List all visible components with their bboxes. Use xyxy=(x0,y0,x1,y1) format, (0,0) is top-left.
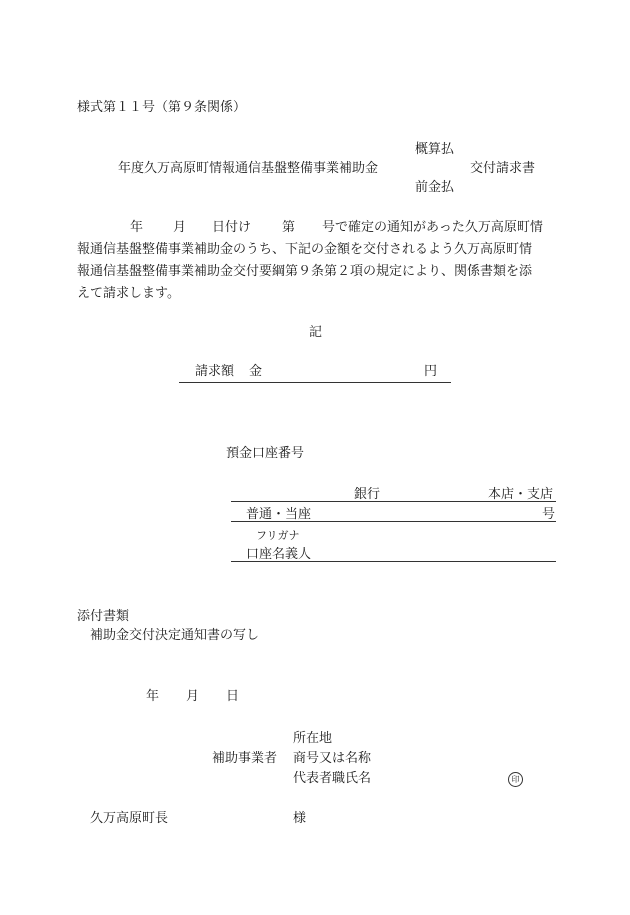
claim-yen: 円 xyxy=(424,364,438,379)
account-number-label: 号 xyxy=(542,507,556,522)
account-type: 普通・当座 xyxy=(246,507,312,522)
date-year: 年 xyxy=(146,689,160,704)
title-suffix: 交付請求書 xyxy=(470,161,536,176)
claim-kin: 金 xyxy=(249,364,263,379)
addressee-honorific: 様 xyxy=(293,811,307,826)
date-month: 月 xyxy=(186,689,200,704)
para-year: 年 xyxy=(130,220,144,235)
title-main: 年度久万高原町情報通信基盤整備事業補助金 xyxy=(118,161,379,176)
bank-underline xyxy=(231,501,556,502)
claim-label: 請求額 xyxy=(195,364,235,379)
branch-label: 本店・支店 xyxy=(488,487,554,502)
furigana-label: フリガナ xyxy=(256,529,300,542)
bank-label: 銀行 xyxy=(354,487,381,502)
para-rest-line1: 号で確定の通知があった久万高原町情 xyxy=(322,220,543,235)
holder-underline xyxy=(231,561,556,562)
holder-label: 口座名義人 xyxy=(246,547,312,562)
applicant-rep: 代表者職氏名 xyxy=(293,771,372,786)
para-line3: 報通信基盤整備事業補助金交付要綱第９条第２項の規定により、関係書類を添 xyxy=(77,264,533,279)
title-option-advance: 前金払 xyxy=(415,180,455,195)
para-dated: 日付け xyxy=(212,220,252,235)
applicant-role: 補助事業者 xyxy=(212,751,278,766)
date-day: 日 xyxy=(226,689,240,704)
form-number: 様式第１１号（第９条関係） xyxy=(77,100,247,115)
ki-heading: 記 xyxy=(309,325,323,340)
para-line2: 報通信基盤整備事業補助金のうち、下記の金額を交付されるよう久万高原町情 xyxy=(77,242,533,257)
para-dai: 第 xyxy=(282,220,296,235)
attachments-heading: 添付書類 xyxy=(77,609,130,624)
para-month: 月 xyxy=(173,220,187,235)
attachment-item: 補助金交付決定通知書の写し xyxy=(90,628,260,643)
claim-underline xyxy=(179,382,451,383)
title-option-estimate: 概算払 xyxy=(415,142,455,157)
applicant-address: 所在地 xyxy=(293,731,333,746)
account-underline xyxy=(231,521,556,522)
seal-mark: 印 xyxy=(508,772,523,787)
addressee-name: 久万高原町長 xyxy=(90,811,169,826)
para-line4: えて請求します。 xyxy=(77,286,180,301)
applicant-name: 商号又は名称 xyxy=(293,751,372,766)
bank-heading: 預金口座番号 xyxy=(226,446,305,461)
